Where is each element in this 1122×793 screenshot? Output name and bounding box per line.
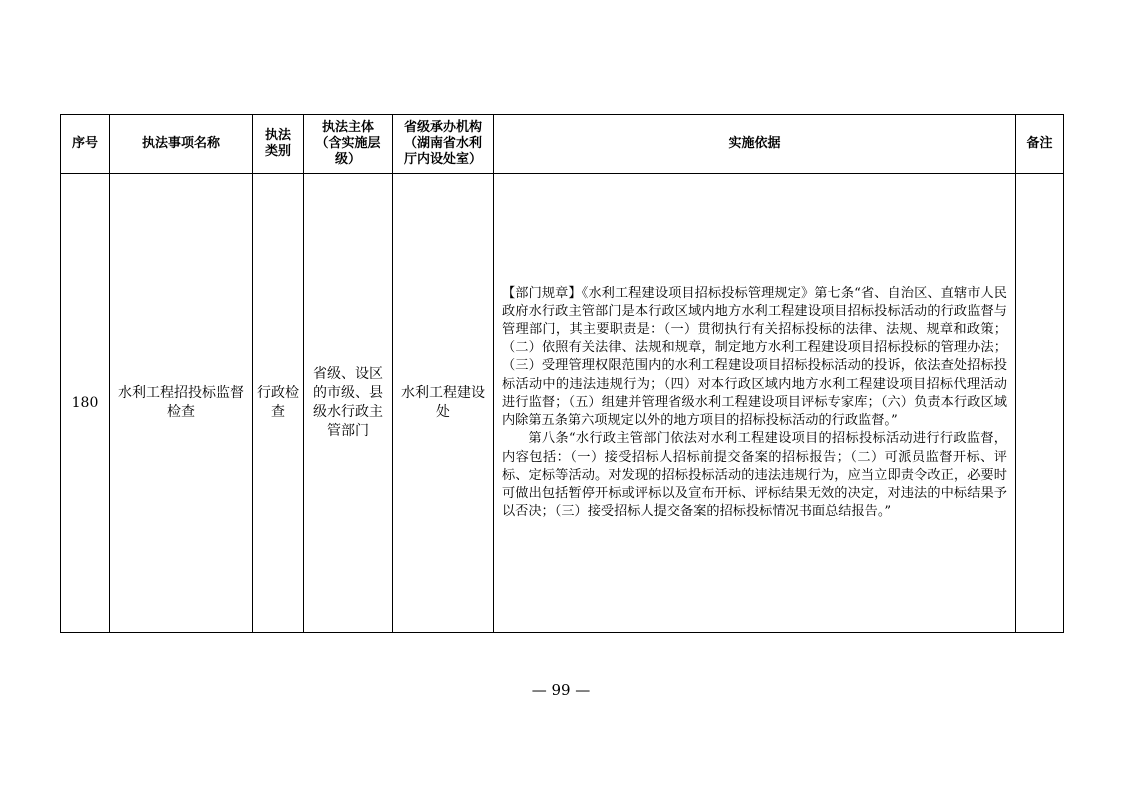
cell-remarks	[1016, 174, 1064, 633]
row-enforcement-subject: 省级、设区的市级、县级水行政主管部门	[313, 366, 383, 439]
row-number: 180	[71, 394, 99, 411]
basis-paragraph-article-7: 【部门规章】《水利工程建设项目招标投标管理规定》第七条“省、自治区、直辖市人民政府水行政主管部门是本行政区域内地方水利工程建设项目招标投标活动的行政监督与管理部门，其主要职责是：（一）贯彻执行有关招标投标的法律、法规、规章和政策；（二）依照有关法律、法规和规章，制定地方水利工程建设项目招标投标的管理办法；（三）受理管理权限范围内的水利工程建设项目招标投标活动的投诉，依法查处招标投标活动中的违法违规行为；（四）对本行政区域内地方水利工程建设项目招标代理活动进行监督；（五）组建并管理省级水利工程建设项目评标专家库；（六）负责本行政区域内除第五条第六项规定以外的地方项目的招标投标活动的行政监督。”	[502, 285, 1007, 429]
cell-enforcement-subject	[304, 174, 393, 633]
row-item-name: 水利工程招投标监督检查	[118, 385, 244, 420]
header-provincial-org	[393, 115, 494, 174]
header-enforcement-type	[253, 115, 304, 174]
header-enforcement-type-label: 执法 类别	[264, 128, 291, 159]
header-item-name	[110, 115, 253, 174]
header-remarks	[1016, 115, 1064, 174]
cell-legal-basis	[494, 174, 1016, 633]
enforcement-table	[60, 114, 1064, 633]
header-row	[61, 115, 1064, 174]
cell-number	[61, 174, 110, 633]
cell-item-name	[110, 174, 253, 633]
header-enforcement-subject	[304, 115, 393, 174]
header-enforcement-subject-label: 执法主体 （含实施层 级）	[315, 120, 381, 167]
page-number: — 99 —	[531, 681, 591, 699]
cell-provincial-org	[393, 174, 494, 633]
header-item-name-label: 执法事项名称	[141, 136, 220, 151]
header-provincial-org-label: 省级承办机构 （湖南省水利 厅内设处室）	[403, 120, 482, 167]
header-remarks-label: 备注	[1026, 136, 1053, 151]
header-number	[61, 115, 110, 174]
header-number-label: 序号	[71, 136, 98, 151]
cell-enforcement-type	[253, 174, 304, 633]
basis-paragraph-article-8: 第八条“水行政主管部门依法对水利工程建设项目的招标投标活动进行行政监督，内容包括：（一）接受招标人招标前提交备案的招标报告；（二）可派员监督开标、评标、定标等活动。对发现的招标投标活动的违法违规行为，应当立即责令改正，必要时可做出包括暂停开标或评标以及宣布开标、评标结果无效的决定，对违法的中标结果予以否决；（三）接受招标人提交备案的招标投标情况书面总结报告。”	[502, 431, 1007, 520]
header-legal-basis-label: 实施依据	[728, 136, 781, 151]
row-enforcement-type: 行政检查	[257, 385, 299, 420]
row-provincial-org: 水利工程建设处	[401, 385, 485, 420]
header-legal-basis	[494, 115, 1016, 174]
table-row	[61, 174, 1064, 633]
